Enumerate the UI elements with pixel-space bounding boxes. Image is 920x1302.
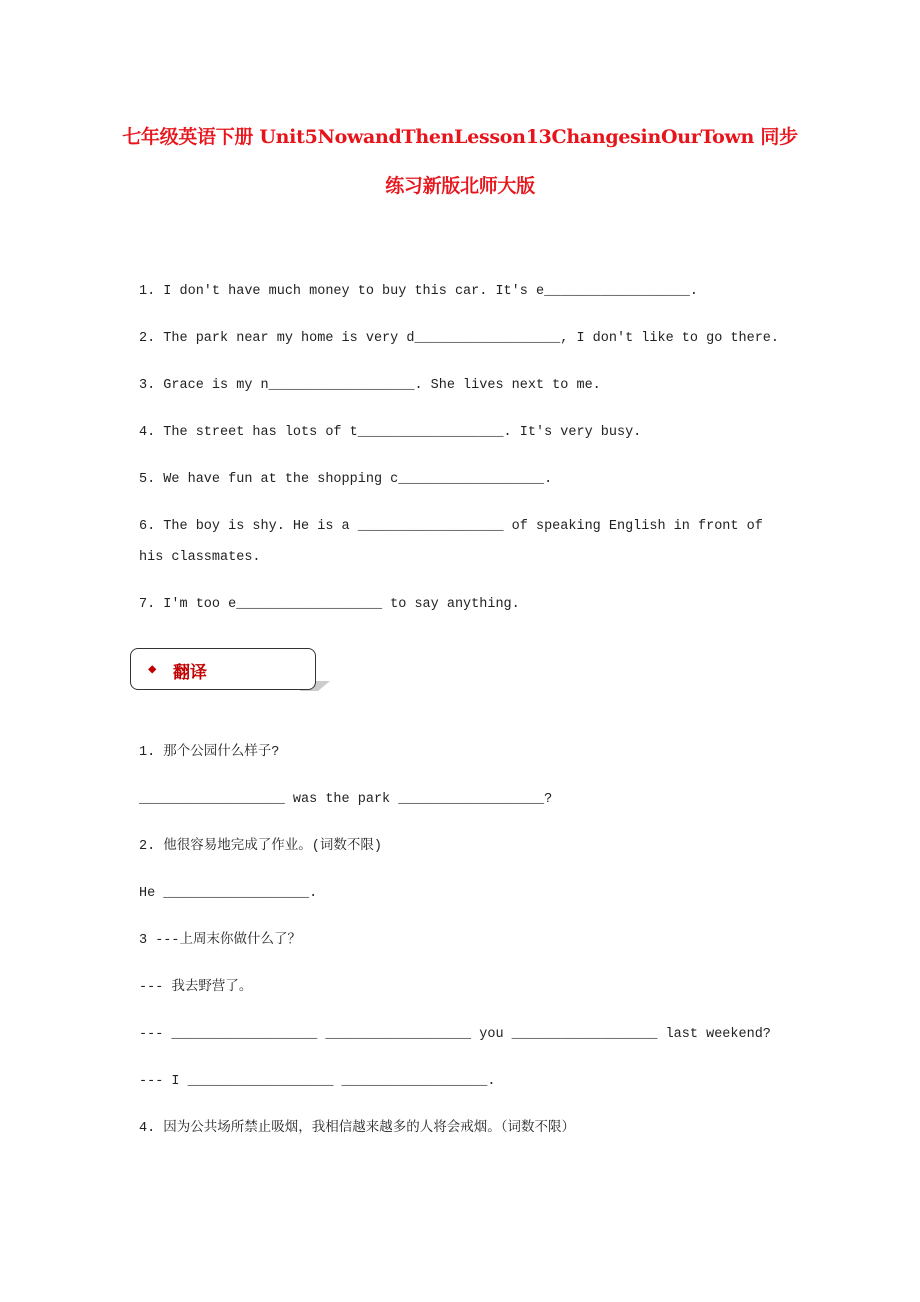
exercise-item: 6. The boy is shy. He is a __________________ of speaking English in front of his classmates. <box>139 519 771 565</box>
translation-exercises <box>139 737 789 1160</box>
exercise-line: 2. 他很容易地完成了作业。(词数不限) <box>139 839 383 854</box>
document-title-line-2: 练习新版北师大版 <box>385 175 535 197</box>
exercise-line: __________________ was the park __________________? <box>139 792 553 807</box>
exercise-item: 3. Grace is my n__________________. She lives next to me. <box>139 378 601 393</box>
diamond-icon: ◆ <box>148 662 157 678</box>
fill-in-exercises <box>139 276 789 636</box>
section-header-translation <box>130 648 316 690</box>
exercise-item: 7. I'm too e__________________ to say anything. <box>139 597 520 612</box>
document-title-line-1: 七年级英语下册 Unit5NowandThenLesson13ChangesinOurTown 同步 <box>122 126 798 148</box>
section-label: 翻译 <box>173 663 207 683</box>
exercise-line: --- __________________ __________________ you __________________ last weekend? <box>139 1027 771 1042</box>
exercise-line: 3 ---上周末你做什么了？ <box>139 933 302 948</box>
exercise-line: 1. 那个公园什么样子? <box>139 745 280 760</box>
exercise-item: 2. The park near my home is very d__________________, I don't like to go there. <box>139 331 780 346</box>
exercise-line: --- I __________________ __________________. <box>139 1074 496 1089</box>
exercise-item: 4. The street has lots of t__________________. It's very busy. <box>139 425 642 440</box>
exercise-line: --- 我去野营了。 <box>139 980 253 995</box>
exercise-item: 1. I don't have much money to buy this car. It's e__________________. <box>139 284 698 299</box>
exercise-line: He __________________. <box>139 886 318 901</box>
exercise-line: 4. 因为公共场所禁止吸烟，我相信越来越多的人将会戒烟。（词数不限） <box>139 1121 576 1136</box>
exercise-item: 5. We have fun at the shopping c__________________. <box>139 472 553 487</box>
